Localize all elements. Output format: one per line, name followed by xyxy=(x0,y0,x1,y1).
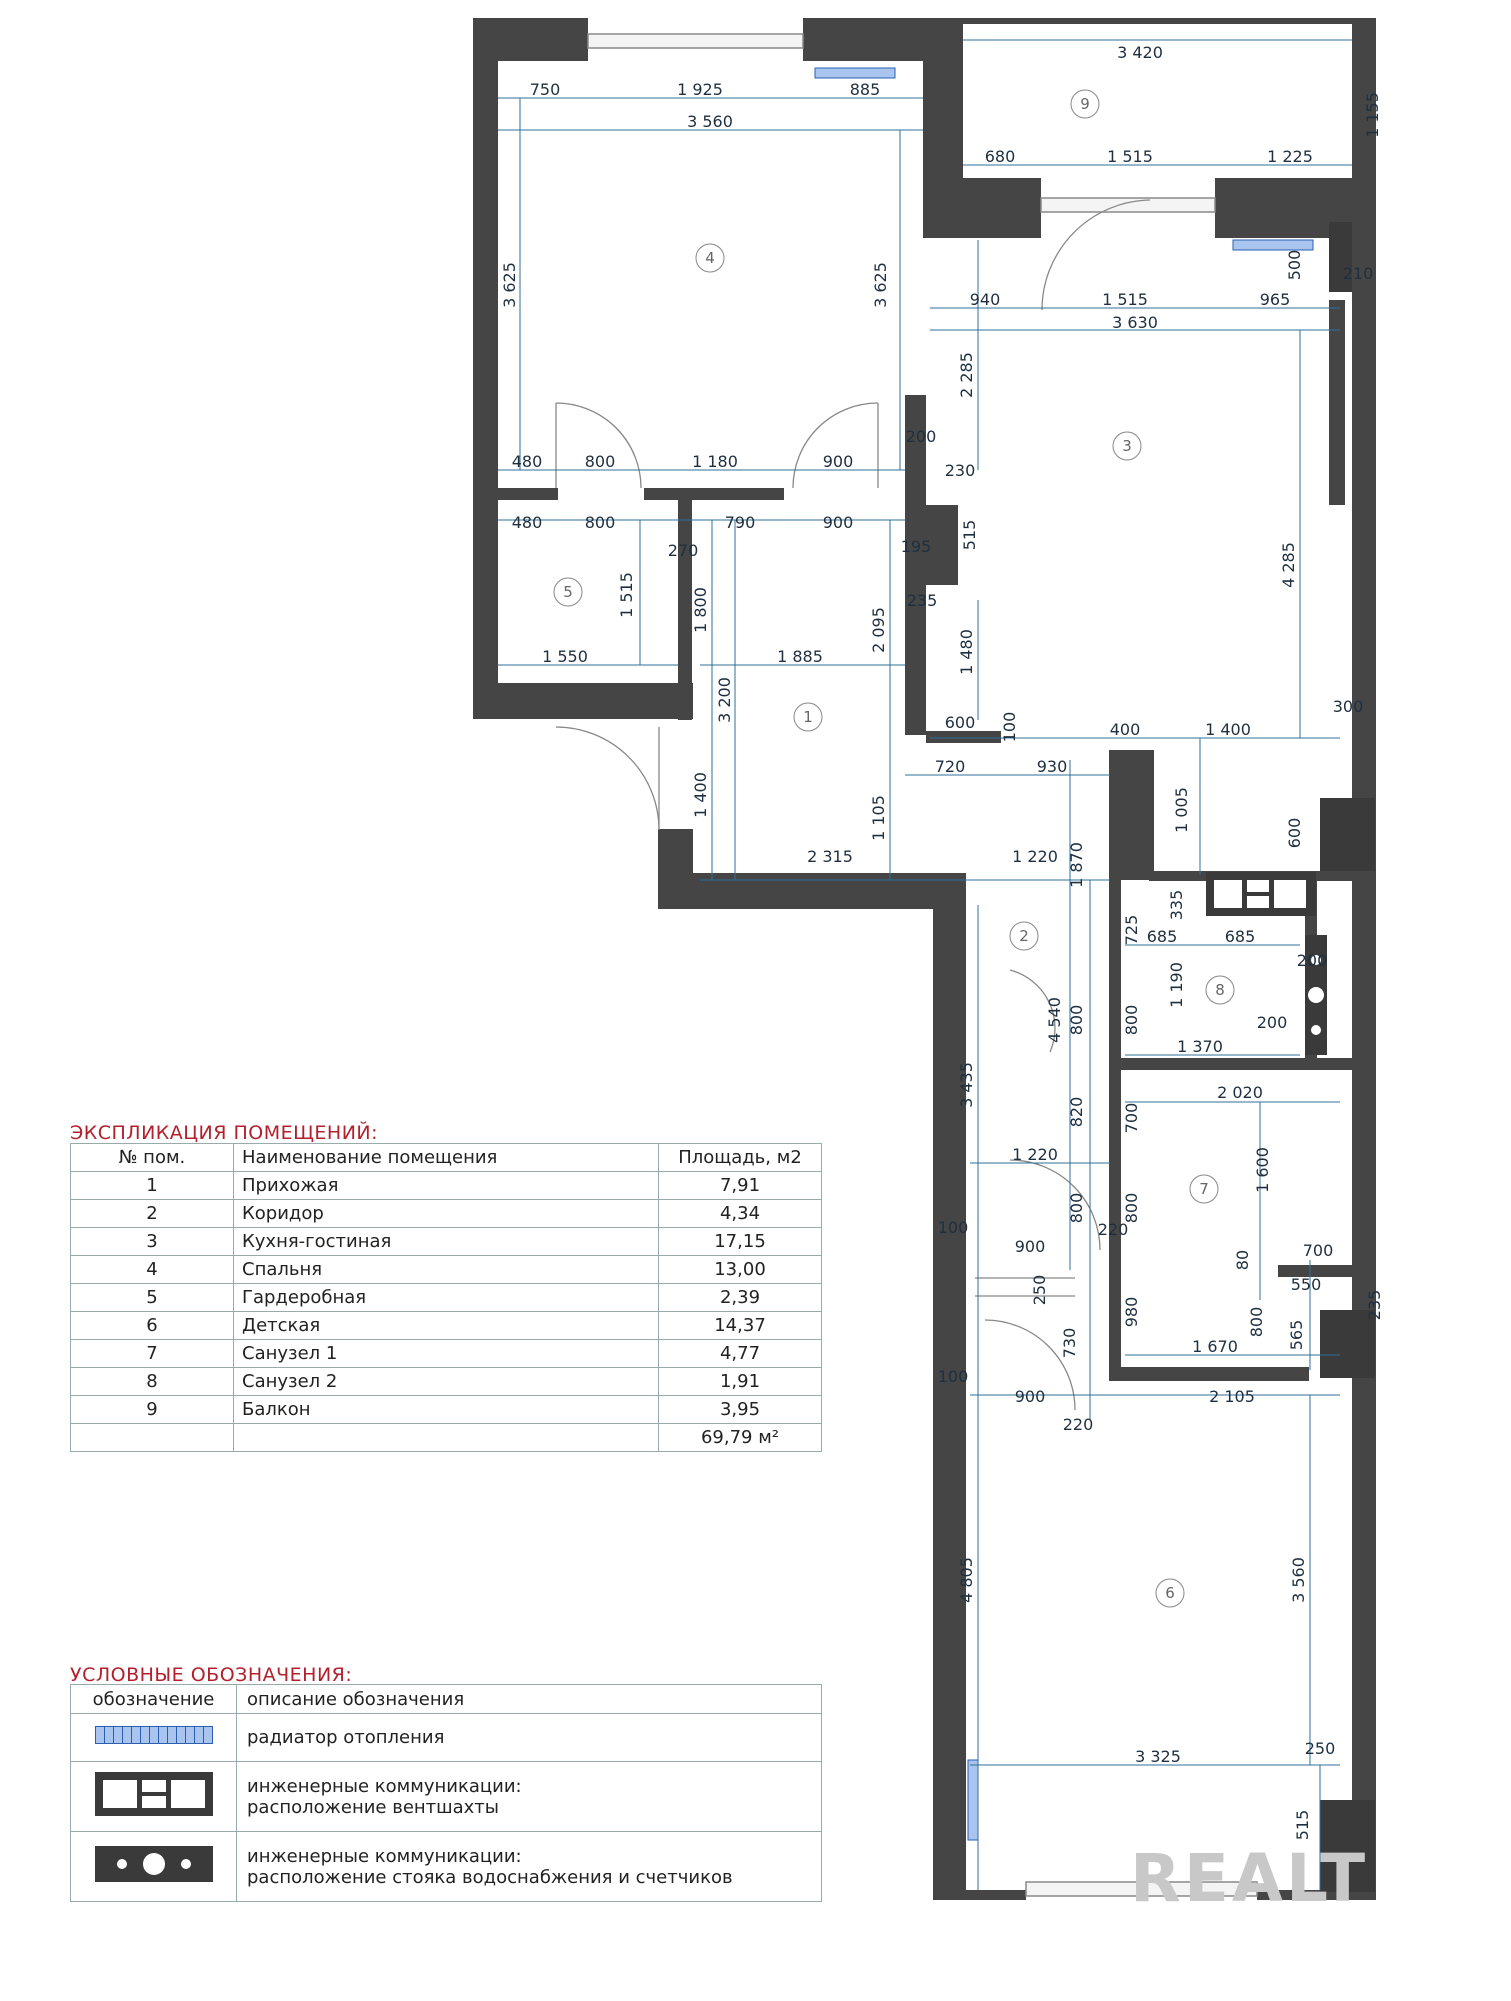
dim-335: 335 xyxy=(1167,889,1186,921)
explication-title: ЭКСПЛИКАЦИЯ ПОМЕЩЕНИЙ: xyxy=(70,1122,379,1144)
dim-900-c: 900 xyxy=(1014,1237,1046,1256)
col-area-header: Площадь, м2 xyxy=(659,1144,822,1172)
room-marker-7: 7 xyxy=(1199,1180,1209,1198)
dim-3625-right: 3 625 xyxy=(871,262,890,308)
radiators xyxy=(815,68,1313,1840)
dim-800-c: 800 xyxy=(1067,1004,1086,1036)
legend-row-riser xyxy=(71,1832,822,1902)
dim-1190: 1 190 xyxy=(1167,962,1186,1008)
total-area: 69,79 м² xyxy=(659,1424,822,1452)
room-name: Балкон xyxy=(234,1396,659,1424)
dim-200: 200 xyxy=(905,427,937,446)
room-number: 3 xyxy=(71,1228,234,1256)
dim-250-b: 250 xyxy=(1304,1739,1336,1758)
room-area: 3,95 xyxy=(659,1396,822,1424)
dim-250: 250 xyxy=(1030,1274,1049,1306)
dim-800: 800 xyxy=(584,452,616,471)
explication-row xyxy=(71,1172,822,1200)
dim-3560: 3 560 xyxy=(687,112,733,131)
dim-1550: 1 550 xyxy=(542,647,588,666)
dim-2315: 2 315 xyxy=(807,847,853,866)
dim-790: 790 xyxy=(724,513,756,532)
room-marker-5: 5 xyxy=(563,583,573,601)
room-area: 14,37 xyxy=(659,1312,822,1340)
dim-800-d: 800 xyxy=(1122,1004,1141,1036)
room-marker-2: 2 xyxy=(1019,927,1029,945)
radiator-icon xyxy=(95,1726,213,1744)
room-name: Гардеробная xyxy=(234,1284,659,1312)
dim-1885: 1 885 xyxy=(777,647,823,666)
dim-3435: 3 435 xyxy=(957,1062,976,1108)
dim-940: 940 xyxy=(969,290,1001,309)
dim-230: 230 xyxy=(944,461,976,480)
dim-1515-c: 1 515 xyxy=(617,572,636,618)
dim-600-b: 600 xyxy=(1285,817,1304,849)
explication-header-row xyxy=(71,1144,822,1172)
dim-1515-b: 1 515 xyxy=(1102,290,1148,309)
legend-symbol-vent xyxy=(71,1762,237,1832)
dim-965: 965 xyxy=(1259,290,1291,309)
room-area: 7,91 xyxy=(659,1172,822,1200)
legend-vent-line2: расположение вентшахты xyxy=(247,1796,499,1818)
dim-800-f: 800 xyxy=(1122,1192,1141,1224)
legend-text-radiator: радиатор отопления xyxy=(237,1714,822,1762)
dim-2285: 2 285 xyxy=(957,352,976,398)
dim-235-b: 235 xyxy=(1365,1289,1384,1321)
room-marker-9: 9 xyxy=(1080,95,1090,113)
dim-900: 900 xyxy=(822,452,854,471)
dim-210: 210 xyxy=(1342,264,1374,283)
legend-symbol-radiator xyxy=(71,1714,237,1762)
dim-400: 400 xyxy=(1109,720,1141,739)
dim-2020: 2 020 xyxy=(1217,1083,1263,1102)
dim-480: 480 xyxy=(511,452,543,471)
dim-725: 725 xyxy=(1122,914,1141,946)
legend-header-row xyxy=(71,1685,822,1714)
dim-200-c: 200 xyxy=(1256,1013,1288,1032)
room-area: 4,34 xyxy=(659,1200,822,1228)
walls xyxy=(473,18,1376,1900)
dim-1600: 1 600 xyxy=(1253,1147,1272,1193)
room-area: 13,00 xyxy=(659,1256,822,1284)
col-name-header: Наименование помещения xyxy=(234,1144,659,1172)
dim-4285: 4 285 xyxy=(1279,542,1298,588)
dim-1515: 1 515 xyxy=(1107,147,1153,166)
dim-1400: 1 400 xyxy=(1205,720,1251,739)
explication-total-row xyxy=(71,1424,822,1452)
room-marker-3: 3 xyxy=(1122,437,1132,455)
dim-4805: 4 805 xyxy=(957,1557,976,1603)
dim-195: 195 xyxy=(900,537,932,556)
dim-1220-b: 1 220 xyxy=(1012,1145,1058,1164)
dim-1480: 1 480 xyxy=(957,629,976,675)
dim-200-b: 200 xyxy=(1296,951,1328,970)
dim-1925: 1 925 xyxy=(677,80,723,99)
dim-235: 235 xyxy=(906,591,938,610)
total-empty-num xyxy=(71,1424,234,1452)
dim-100-b: 100 xyxy=(937,1218,969,1237)
explication-table xyxy=(70,1143,822,1452)
dim-515: 515 xyxy=(960,519,979,551)
dim-3325: 3 325 xyxy=(1135,1747,1181,1766)
dim-3200: 3 200 xyxy=(715,677,734,723)
explication-row xyxy=(71,1228,822,1256)
dim-3625-left: 3 625 xyxy=(500,262,519,308)
dim-600: 600 xyxy=(944,713,976,732)
dim-500: 500 xyxy=(1285,249,1304,281)
dim-800-g: 800 xyxy=(1247,1306,1266,1338)
room-marker-4: 4 xyxy=(705,249,715,267)
legend-row-vent xyxy=(71,1762,822,1832)
legend-description-header: описание обозначения xyxy=(237,1685,822,1714)
room-name: Санузел 2 xyxy=(234,1368,659,1396)
room-area: 4,77 xyxy=(659,1340,822,1368)
legend-riser-line1: инженерные коммуникации: xyxy=(247,1845,522,1867)
room-name: Спальня xyxy=(234,1256,659,1284)
dim-680: 680 xyxy=(984,147,1016,166)
col-num-header: № пом. xyxy=(71,1144,234,1172)
dim-270: 270 xyxy=(667,541,699,560)
dim-720: 720 xyxy=(934,757,966,776)
legend-text-vent xyxy=(237,1762,822,1832)
explication-row xyxy=(71,1200,822,1228)
room-name: Прихожая xyxy=(234,1172,659,1200)
room-area: 17,15 xyxy=(659,1228,822,1256)
dim-1870: 1 870 xyxy=(1067,842,1086,888)
room-area: 1,91 xyxy=(659,1368,822,1396)
dim-100-c: 100 xyxy=(937,1367,969,1386)
explication-row xyxy=(71,1340,822,1368)
dim-3630: 3 630 xyxy=(1112,313,1158,332)
explication-row xyxy=(71,1396,822,1424)
dim-1005: 1 005 xyxy=(1172,787,1191,833)
legend-text-riser xyxy=(237,1832,822,1902)
room-number: 8 xyxy=(71,1368,234,1396)
dim-100: 100 xyxy=(1000,711,1019,743)
total-empty-name xyxy=(234,1424,659,1452)
room-marker-1: 1 xyxy=(803,708,813,726)
dim-730: 730 xyxy=(1060,1327,1079,1359)
dim-820: 820 xyxy=(1067,1096,1086,1128)
water-riser-icon xyxy=(95,1846,213,1882)
dim-1155: 1 155 xyxy=(1363,92,1382,138)
dim-1220: 1 220 xyxy=(1012,847,1058,866)
room-marker-8: 8 xyxy=(1215,981,1225,999)
explication-row xyxy=(71,1312,822,1340)
dim-685: 685 xyxy=(1146,927,1178,946)
dim-1225: 1 225 xyxy=(1267,147,1313,166)
dim-3420: 3 420 xyxy=(1117,43,1163,62)
dim-1670: 1 670 xyxy=(1192,1337,1238,1356)
dim-685-b: 685 xyxy=(1224,927,1256,946)
dim-980: 980 xyxy=(1122,1296,1141,1328)
dim-480-b: 480 xyxy=(511,513,543,532)
vent-shaft-icon xyxy=(95,1772,213,1816)
dimension-lines xyxy=(498,40,1352,1890)
dim-800-b: 800 xyxy=(584,513,616,532)
dim-1400-b: 1 400 xyxy=(691,772,710,818)
dim-4540: 4 540 xyxy=(1045,997,1064,1043)
room-number: 6 xyxy=(71,1312,234,1340)
room-number: 9 xyxy=(71,1396,234,1424)
room-number: 2 xyxy=(71,1200,234,1228)
dim-900-b: 900 xyxy=(822,513,854,532)
dim-1370: 1 370 xyxy=(1177,1037,1223,1056)
room-number: 7 xyxy=(71,1340,234,1368)
dim-800-e: 800 xyxy=(1067,1192,1086,1224)
legend-table xyxy=(70,1684,822,1902)
dim-3560-b: 3 560 xyxy=(1289,1557,1308,1603)
dim-2095: 2 095 xyxy=(869,607,888,653)
dim-300: 300 xyxy=(1332,697,1364,716)
legend-title: УСЛОВНЫЕ ОБОЗНАЧЕНИЯ: xyxy=(70,1664,353,1686)
dim-80: 80 xyxy=(1233,1249,1252,1271)
room-name: Детская xyxy=(234,1312,659,1340)
dim-900-d: 900 xyxy=(1014,1387,1046,1406)
dim-565: 565 xyxy=(1287,1319,1306,1351)
legend-symbol-riser xyxy=(71,1832,237,1902)
explication-row xyxy=(71,1256,822,1284)
dim-550: 550 xyxy=(1290,1275,1322,1294)
dim-1105: 1 105 xyxy=(869,795,888,841)
dim-1800: 1 800 xyxy=(691,587,710,633)
dim-885: 885 xyxy=(849,80,881,99)
legend-riser-line2: расположение стояка водоснабжения и счетчиков xyxy=(247,1866,733,1888)
dim-930: 930 xyxy=(1036,757,1068,776)
dim-515-b: 515 xyxy=(1293,1809,1312,1841)
room-name: Кухня-гостиная xyxy=(234,1228,659,1256)
legend-row-radiator xyxy=(71,1714,822,1762)
dim-700: 700 xyxy=(1122,1102,1141,1134)
legend-vent-line1: инженерные коммуникации: xyxy=(247,1775,522,1797)
explication-row xyxy=(71,1368,822,1396)
room-marker-6: 6 xyxy=(1165,1584,1175,1602)
room-name: Коридор xyxy=(234,1200,659,1228)
dim-700-b: 700 xyxy=(1302,1241,1334,1260)
dim-220-b: 220 xyxy=(1062,1415,1094,1434)
room-area: 2,39 xyxy=(659,1284,822,1312)
vent-shaft xyxy=(1206,872,1316,916)
watermark-logo: REALT xyxy=(1130,1840,1369,1917)
room-number: 5 xyxy=(71,1284,234,1312)
dim-2105: 2 105 xyxy=(1209,1387,1255,1406)
dim-220: 220 xyxy=(1097,1220,1129,1239)
explication-row xyxy=(71,1284,822,1312)
dim-750: 750 xyxy=(529,80,561,99)
room-name: Санузел 1 xyxy=(234,1340,659,1368)
legend-symbol-header: обозначение xyxy=(71,1685,237,1714)
dim-1180: 1 180 xyxy=(692,452,738,471)
room-number: 1 xyxy=(71,1172,234,1200)
room-number: 4 xyxy=(71,1256,234,1284)
